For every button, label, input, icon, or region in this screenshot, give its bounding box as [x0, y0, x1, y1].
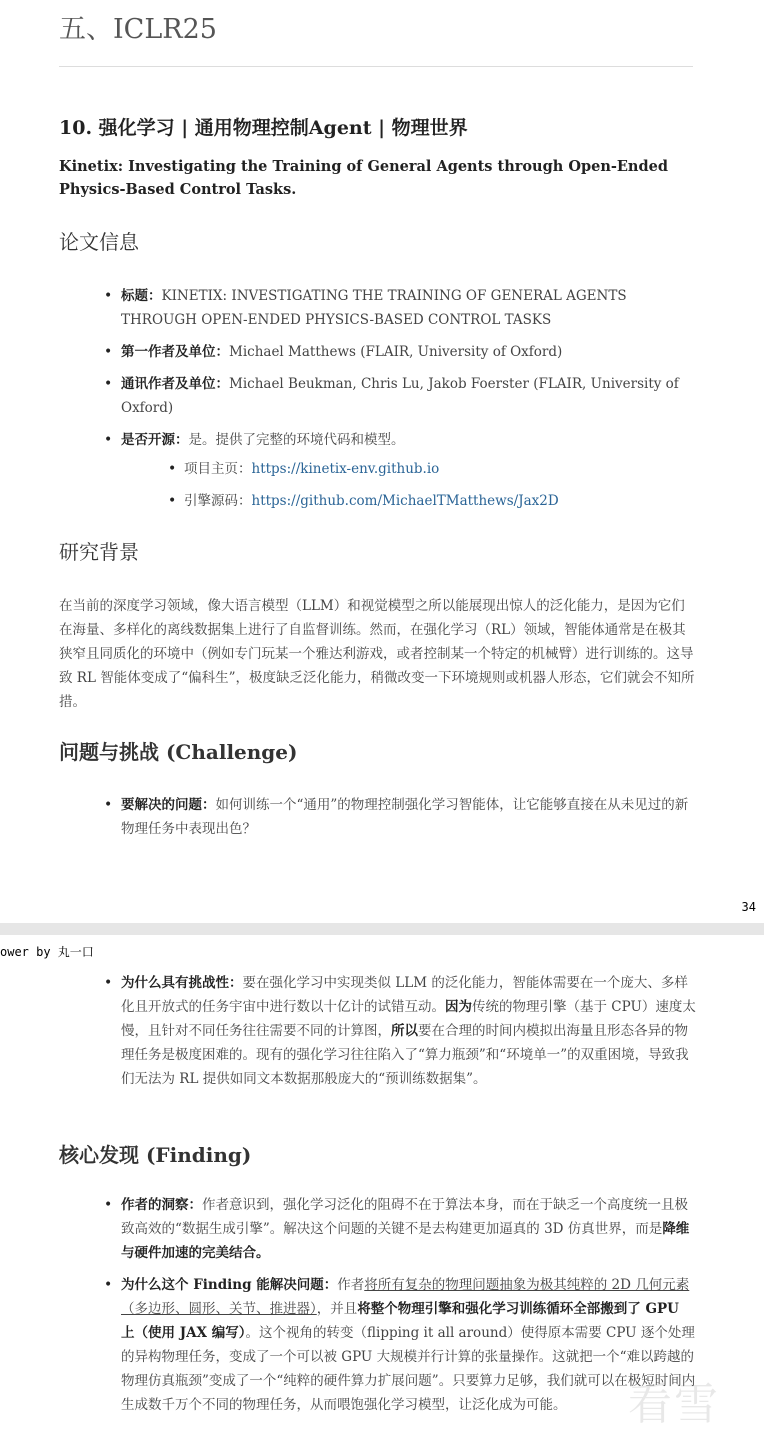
- list-item: • 作者的洞察：作者意识到，强化学习泛化的阻碍不在于算法本身，而在于缺乏一个高度统一且极致高效的“数据生成引擎”。解决这个问题的关键不是去构建更加逼真的 3D 仿真世界，而是降维与硬件加速的完美结合。: [100, 1193, 696, 1265]
- page-header: ower by 丸一口: [0, 945, 94, 959]
- section-title: 10. 强化学习 | 通用物理控制Agent | 物理世界: [59, 117, 468, 139]
- paper-info-list: [100, 284, 696, 460]
- list-item: • 第一作者及单位：Michael Matthews (FLAIR, University of Oxford): [100, 340, 696, 364]
- paper-subtitle: Kinetix: Investigating the Training of General Agents through Open-Ended Physics-Based Control Tasks.: [59, 158, 668, 198]
- list-item: • 引擎源码：https://github.com/MichaelTMatthews/Jax2D: [166, 489, 686, 513]
- challenge-heading: 问题与挑战 (Challenge): [59, 740, 298, 764]
- engine-source-link[interactable]: https://github.com/MichaelTMatthews/Jax2D: [251, 493, 559, 509]
- open-source-links: [166, 457, 686, 521]
- paper-info-heading: 论文信息: [59, 230, 139, 254]
- divider: [59, 66, 693, 67]
- list-item: • 标题：KINETIX: INVESTIGATING THE TRAINING OF GENERAL AGENTS THROUGH OPEN-ENDED PHYSICS-BASED CONTROL TASKS: [100, 284, 696, 332]
- background-heading: 研究背景: [59, 540, 139, 564]
- chapter-title: 五、ICLR25: [59, 14, 217, 45]
- page-separator: [0, 923, 764, 935]
- page-number: 34: [741, 900, 756, 914]
- finding-heading: 核心发现 (Finding): [59, 1143, 252, 1167]
- list-item: • 是否开源：是。提供了完整的环境代码和模型。: [100, 428, 696, 452]
- challenge-list-continued: [100, 971, 696, 1099]
- list-item: • 通讯作者及单位：Michael Beukman, Chris Lu, Jakob Foerster (FLAIR, University of Oxford): [100, 372, 696, 420]
- list-item: • 项目主页：https://kinetix-env.github.io: [166, 457, 686, 481]
- list-item: • 要解决的问题：如何训练一个“通用”的物理控制强化学习智能体，让它能够直接在从未见过的新物理任务中表现出色？: [100, 793, 696, 841]
- background-paragraph: 在当前的深度学习领域，像大语言模型（LLM）和视觉模型之所以能展现出惊人的泛化能力，是因为它们在海量、多样化的离线数据集上进行了自监督训练。然而，在强化学习（RL）领域，智能体通常是在极其狭窄且同质化的环境中（例如专门玩某一个雅达利游戏，或者控制某一个特定的机械臂）进行训练的。这导致 RL 智能体变成了“偏科生”，极度缺乏泛化能力，稍微改变一下环境规则或机器人形态，它们就会不知所措。: [59, 598, 695, 710]
- challenge-list: [100, 793, 696, 849]
- list-item: • 为什么这个 Finding 能解决问题：作者将所有复杂的物理问题抽象为极其纯粹的 2D 几何元素（多边形、圆形、关节、推进器），并且将整个物理引擎和强化学习训练循环全部搬到了 GPU 上（使用 JAX 编写）。这个视角的转变（flipping it all around）使得原本需要 CPU 逐个处理的异构物理任务，变成了一个可以被 GPU 大规模并行计算的张量操作。这就把一个“难以跨越的物理仿真瓶颈”变成了一个“纯粹的硬件算力扩展问题”。只要算力足够，我们就可以在极短时间内生成数千万个不同的物理任务，从而喂饱强化学习模型，让泛化成为可能。: [100, 1273, 696, 1417]
- list-item: • 为什么具有挑战性：要在强化学习中实现类似 LLM 的泛化能力，智能体需要在一个庞大、多样化且开放式的任务宇宙中进行数以十亿计的试错互动。因为传统的物理引擎（基于 CPU）速度太慢，且针对不同任务往往需要不同的计算图，所以要在合理的时间内模拟出海量且形态各异的物理任务是极度困难的。现有的强化学习往往陷入了“算力瓶颈”和“环境单一”的双重困境，导致我们无法为 RL 提供如同文本数据那般庞大的“预训练数据集”。: [100, 971, 696, 1091]
- finding-list: [100, 1193, 696, 1425]
- watermark-logo: 看雪: [628, 1379, 720, 1430]
- project-homepage-link[interactable]: https://kinetix-env.github.io: [251, 461, 440, 477]
